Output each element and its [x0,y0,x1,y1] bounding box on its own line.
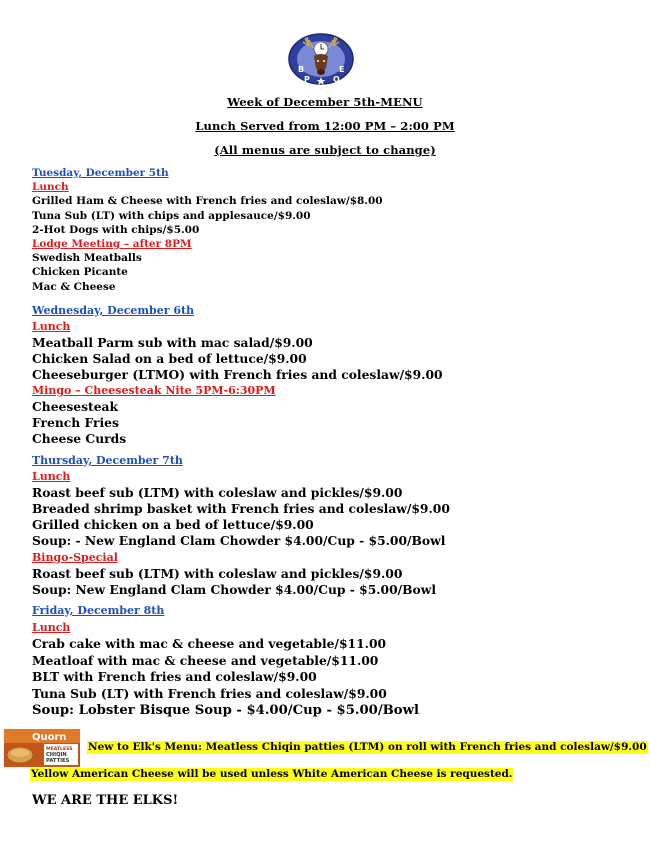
quorn-line2: CHIQIN [46,752,67,758]
event-item: Roast beef sub (LTM) with coleslaw and pickles/$9.00 [32,565,403,581]
logo-letter-p: P [304,75,310,84]
menu-title: Week of December 5th-MENU [227,95,423,109]
tuesday-lunch-heading: Lunch [32,181,69,194]
menu-item: 2-Hot Dogs with chips/$5.00 [32,223,200,236]
menu-item: Grilled Ham & Cheese with French fries and coleslaw/$8.00 [32,195,383,208]
cheese-note: Yellow American Cheese will be used unless White American Cheese is requested. [31,768,513,780]
menu-item: Crab cake with mac & cheese and vegetable/$11.00 [32,636,387,652]
friday-heading: Friday, December 8th [32,604,165,617]
footer-slogan: WE ARE THE ELKS! [32,793,179,808]
logo-letter-e: E [339,65,345,74]
menu-item: Meatloaf with mac & cheese and vegetable/$11.00 [32,652,379,668]
thursday-section [32,453,450,598]
menu-item: Meatball Parm sub with mac salad/$9.00 [32,335,313,350]
quorn-package-image [4,729,80,767]
menu-item: Tuna Sub (LT) with chips and applesauce/$9.00 [32,209,311,222]
wednesday-heading: Wednesday, December 6th [32,304,195,317]
friday-section [32,603,419,719]
thursday-heading: Thursday, December 7th [32,454,183,467]
menu-item: Soup: - New England Clam Chowder $4.00/Cup - $5.00/Bowl [32,533,446,549]
quorn-brand: Quorn [32,732,67,743]
elks-logo-icon [287,32,355,86]
thursday-lunch-heading: Lunch [32,470,71,484]
wednesday-section [32,303,443,447]
menu-item: Tuna Sub (LT) with French fries and coleslaw/$9.00 [32,685,387,701]
new-item-note: New to Elk's Menu: Meatless Chiqin patties (LTM) on roll with French fries and coleslaw/$9.00 [88,741,647,753]
event-item: Mac & Cheese [32,280,116,293]
logo-letter-b: B [298,65,305,74]
wednesday-lunch-heading: Lunch [32,320,71,333]
tuesday-event-heading: Lodge Meeting – after 8PM [32,238,192,251]
friday-lunch-heading: Lunch [32,620,71,634]
event-item: Chicken Picante [32,266,128,279]
menu-item: BLT with French fries and coleslaw/$9.00 [32,669,317,685]
menu-item: Breaded shrimp basket with French fries and coleslaw/$9.00 [32,501,450,517]
event-item: French Fries [32,415,119,430]
event-item: Cheese Curds [32,431,127,446]
wednesday-event-heading: Mingo – Cheesesteak Nite 5PM-6:30PM [32,384,276,397]
menu-item: Cheeseburger (LTMO) with French fries and coleslaw/$9.00 [32,367,443,382]
change-notice: (All menus are subject to change) [214,143,436,157]
tuesday-heading: Tuesday, December 5th [32,167,169,179]
tuesday-section [32,166,383,294]
event-item: Soup: New England Clam Chowder $4.00/Cup - $5.00/Bowl [32,581,436,597]
thursday-event-heading: Bingo-Special [32,550,118,564]
menu-item: Grilled chicken on a bed of lettuce/$9.00 [32,517,314,533]
quorn-line1: MEATLESS [46,747,73,752]
menu-item: Roast beef sub (LTM) with coleslaw and pickles/$9.00 [32,485,403,501]
menu-item: Soup: Lobster Bisque Soup - $4.00/Cup - $5.00/Bowl [32,702,419,718]
quorn-line3: PATTIES [46,758,70,764]
logo-letter-o: O [333,75,340,84]
lunch-hours: Lunch Served from 12:00 PM – 2:00 PM [195,119,455,133]
event-item: Swedish Meatballs [32,252,142,265]
event-item: Cheesesteak [32,399,119,414]
menu-item: Chicken Salad on a bed of lettuce/$9.00 [32,351,307,366]
